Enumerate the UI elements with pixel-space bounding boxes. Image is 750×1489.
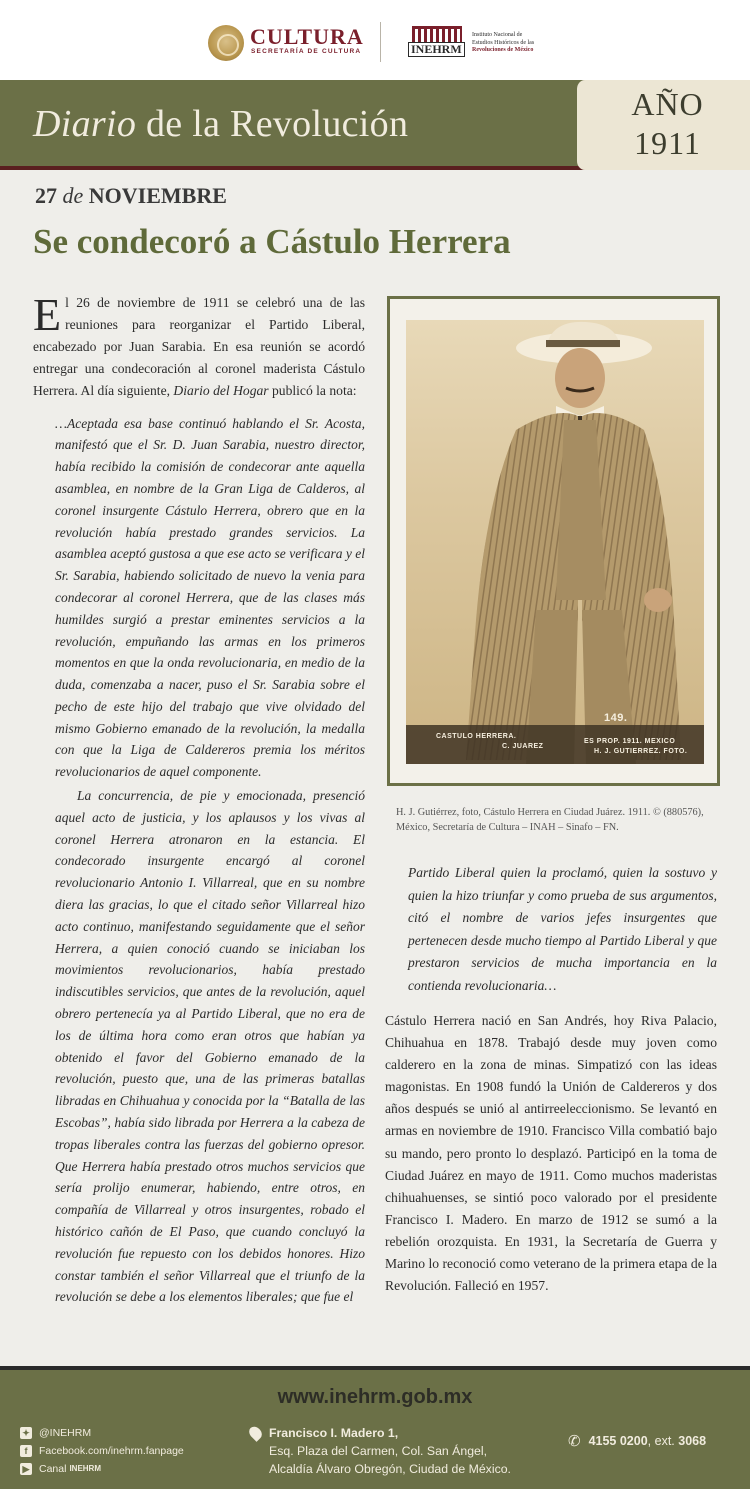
- lead-paragraph: [33, 289, 365, 402]
- address-line-1: Francisco I. Madero 1,: [269, 1426, 399, 1440]
- address-block: [250, 1424, 511, 1478]
- youtube-link[interactable]: [20, 1460, 184, 1478]
- inehrm-line-2: Estudios Históricos de las: [472, 39, 535, 46]
- closing-paragraph: Cástulo Herrera nació en San Andrés, hoy Riva Palacio, Chihuahua en 1878. Trabajó desde muy joven como calderero en la zona de minas. Simpatizó con las ideas magonistas. En 1908 fundó la Unión de Caldereros y dos años después se unió al antirreeleccionismo. Se levantó en armas en noviembre de 1910. Francisco Villa combatió bajo su mando, pero pronto lo desplazó. Participó en la toma de Ciudad Juárez en mayo de 1911. Como muchos maderistas chihuahuenses, se sintió poco valorado por el presidente Francisco I. Madero. En marzo de 1912 se sumó a la rebelión orozquista. En 1931, la Secretaría de Guerra y Marino lo reconoció como veterano de la primera etapa de la Revolución. Falleció en 1957.: [385, 1013, 717, 1294]
- youtube-label: Canal: [39, 1463, 67, 1475]
- inehrm-logo-word: INEHRM: [408, 42, 465, 57]
- inehrm-line-3: Revoluciones de México: [472, 47, 534, 53]
- facebook-url: Facebook.com/inehrm.fanpage: [39, 1445, 184, 1457]
- photo-inscription-right-2: H. J. GUTIERREZ. FOTO.: [594, 748, 688, 755]
- website-link[interactable]: www.inehrm.gob.mx: [277, 1386, 473, 1408]
- date-de: de: [62, 183, 84, 208]
- photo-caption: H. J. Gutiérrez, foto, Cástulo Herrera en Ciudad Juárez. 1911. © (880576), México, Secretaría de Cultura – INAH – Sinafo – FN.: [396, 807, 704, 833]
- year-label: AÑO: [631, 86, 704, 122]
- lead-text-2: publicó la nota:: [268, 382, 357, 398]
- youtube-icon: ▶: [20, 1463, 32, 1475]
- twitter-handle: @INEHRM: [39, 1427, 92, 1439]
- lead-newspaper-name: Diario del Hogar: [173, 382, 269, 398]
- seal-icon: [208, 25, 244, 61]
- twitter-icon: ✦: [20, 1427, 32, 1439]
- twitter-link[interactable]: [20, 1424, 184, 1442]
- logo-divider: [380, 22, 381, 62]
- facebook-icon: f: [20, 1445, 32, 1457]
- location-pin-icon: [247, 1424, 265, 1442]
- publication-title-italic: Diario: [33, 103, 137, 145]
- social-links: [20, 1424, 184, 1478]
- year-tab: [585, 80, 750, 170]
- logo-bar: [0, 0, 750, 80]
- date-month: NOVIEMBRE: [88, 183, 227, 208]
- date-day: 27: [35, 183, 57, 208]
- portrait-illustration: [406, 320, 704, 764]
- publication-title: [33, 102, 408, 146]
- photo-inscription-name: CASTULO HERRERA.: [436, 733, 517, 740]
- quote-paragraph-2: La concurrencia, de pie y emocionada, presenció aquel acto de justicia, y los aplausos y los vivas al coronel Herrera atronaron en la estancia. El condecorado insurgente encargó al coronel revolucionario Antonio I. Villarreal, que en su nombre diera las gracias, lo que el citado señor Villarreal hizo acto continuo, manifestando seguidamente que el señor Herrera, a quien conoció cuando se iniciaban los movimientos revolucionarios, había prestado indiscutibles servicios, que antes de la revolución, aquel obrero pertenecía ya al Partido Liberal, que no era de los de última hora como eran otros que habían ya obtenido el favor del Gobierno emanado de la revolución, puesto que, una de las primeras batallas libradas en Chihuahua y conocida por la “Batalla de las Escobas”, había sido librada por Herrera a la cabeza de tropas liberales contra las fuerzas del gobierno opresor. Que Herrera había prestado otros muchos servicios que sería prolijo enumerar, habiendo, entre otros, en compañía de Villarreal y otros insurgentes, robado el histórico cañón de El Paso, que cuando concluyó la revolución fue repuesto con los debidos honores. Hizo constar también el señor Villarreal que el triunfo de la revolución se debe a los elementos liberales; que fue el: [55, 788, 365, 1305]
- photo-frame: [387, 296, 720, 786]
- quote-paragraph-3: Partido Liberal quien la proclamó, quien la sostuvo y quien la hizo triunfar y como prueba de sus argumentos, citó el nombre de varios jefes insurgentes que pertenecen desde mucho tiempo al Partido Liberal y que prestaron servicios de mucha importancia en la contienda revolucionaria…: [408, 865, 717, 993]
- phone-icon: ✆: [568, 1433, 581, 1450]
- photo-inscription-place: C. JUAREZ: [502, 743, 544, 750]
- left-column: [33, 289, 365, 1308]
- footer: [0, 1366, 750, 1489]
- article-headline: Se condecoró a Cástulo Herrera: [33, 222, 511, 261]
- address-line-3: Alcaldía Álvaro Obregón, Ciudad de México.: [269, 1462, 511, 1476]
- quote-block: [33, 413, 365, 1309]
- photo-inscription-right-1: ES PROP. 1911. MEXICO: [584, 738, 676, 745]
- inehrm-building-icon: [412, 26, 462, 42]
- publication-title-rest: de la Revolución: [136, 103, 409, 145]
- inehrm-line-1: Instituto Nacional de: [472, 32, 523, 38]
- facebook-link[interactable]: [20, 1442, 184, 1460]
- cultura-logo-subtitle: SECRETARÍA DE CULTURA: [251, 48, 362, 55]
- lead-text-1: El 26 de noviembre de 1911 se celebró una de las reuniones para reorganizar el Partido Liberal, encabezado por Juan Sarabia. En esa reunión se acordó entregar una condecoración al coronel maderista Cástulo Herrera. Al día siguiente,: [33, 289, 365, 398]
- phone-text: 4155 0200, ext. 3068: [588, 1434, 707, 1448]
- address-line-2: Esq. Plaza del Carmen, Col. San Ángel,: [269, 1444, 488, 1458]
- photo-inscription-number: 149.: [604, 712, 628, 724]
- article-date: [35, 183, 227, 209]
- quote-paragraph-1: …Aceptada esa base continuó hablando el Sr. Acosta, manifestó que el Sr. D. Juan Sarabia, nuestro director, había recibido la comisión de condecorar ante aquella asamblea, en nombre de la Gran Liga de Calderos, al coronel insurgente Cástulo Herrera, obrero que en la revolución había prestado grandes servicios. La asamblea aceptó gustosa a que ese acto se verificara y el Sr. Sarabia, habiendo solicitado de nuevo la venia para condecorar al coronel Herrera, que de las clases más humildes surgió a prestar eminentes servicios a la revolución, empuñando las armas en los primeros momentos en que la onda revolucionaria, en medio de la duda, comenzaba a nacer, puso el Sr. Sarabia sobre el pecho de este hijo del trabajo que vive olvidado del mismo Gobierno emanado de la revolución, la medalla con que la Liga de Caldereros premia los méritos revolucionarios de aquel componente.: [55, 415, 365, 780]
- youtube-channel-name: INEHRM: [69, 1464, 101, 1473]
- phone-block[interactable]: [568, 1432, 706, 1450]
- year-value: 1911: [634, 125, 701, 161]
- portrait-photo: [406, 320, 704, 764]
- inehrm-logo-text: [472, 32, 552, 55]
- cultura-logo-title: CULTURA: [250, 24, 364, 49]
